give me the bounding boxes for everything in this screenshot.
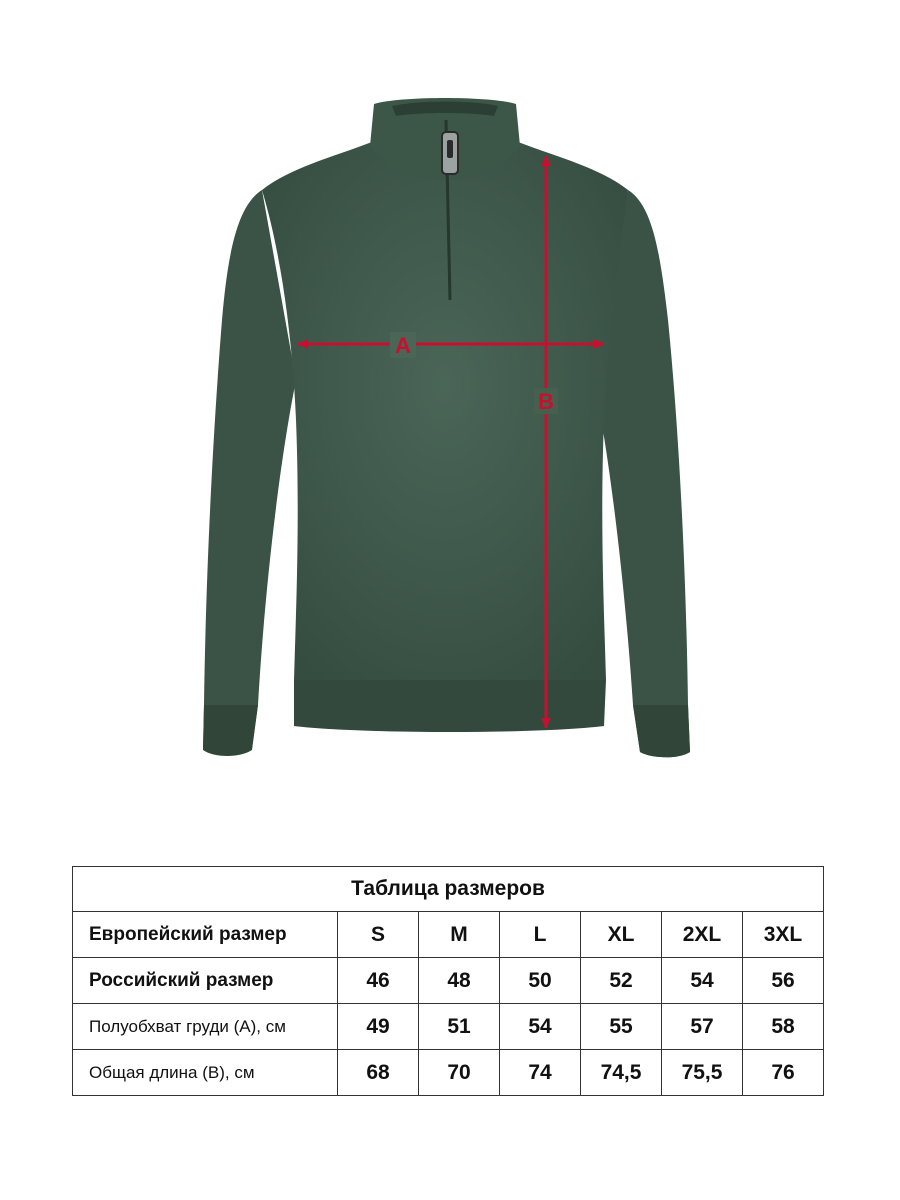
table-cell: 2XL [662, 912, 743, 958]
left-cuff [203, 705, 258, 756]
sweater-body [262, 142, 628, 680]
table-cell: L [500, 912, 581, 958]
table-cell: M [419, 912, 500, 958]
table-title: Таблица размеров [73, 867, 824, 912]
table-cell: 70 [419, 1050, 500, 1096]
table-cell: 50 [500, 958, 581, 1004]
table-cell: 57 [662, 1004, 743, 1050]
table-row [73, 1050, 824, 1096]
table-cell: 49 [338, 1004, 419, 1050]
table-cell: 76 [743, 1050, 824, 1096]
table-cell: 75,5 [662, 1050, 743, 1096]
table-cell: 74 [500, 1050, 581, 1096]
table-cell: 56 [743, 958, 824, 1004]
table-title-row [73, 867, 824, 912]
table-cell: 48 [419, 958, 500, 1004]
row-label: Европейский размер [73, 912, 338, 958]
table-row [73, 958, 824, 1004]
row-label: Полуобхват груди (A), см [73, 1004, 338, 1050]
table-cell: 3XL [743, 912, 824, 958]
table-cell: XL [581, 912, 662, 958]
size-table [72, 866, 824, 1096]
row-label: Общая длина (B), см [73, 1050, 338, 1096]
row-label: Российский размер [73, 958, 338, 1004]
right-cuff [633, 705, 690, 757]
table-cell: 46 [338, 958, 419, 1004]
table-cell: 68 [338, 1050, 419, 1096]
measure-a-label: A [395, 333, 411, 358]
table-cell: 55 [581, 1004, 662, 1050]
table-row [73, 912, 824, 958]
sweater-hem [294, 680, 606, 732]
measure-b-label: B [538, 389, 554, 414]
table-row [73, 1004, 824, 1050]
table-cell: 58 [743, 1004, 824, 1050]
table-cell: 51 [419, 1004, 500, 1050]
table-cell: 52 [581, 958, 662, 1004]
table-cell: S [338, 912, 419, 958]
table-cell: 54 [662, 958, 743, 1004]
table-cell: 54 [500, 1004, 581, 1050]
table-cell: 74,5 [581, 1050, 662, 1096]
